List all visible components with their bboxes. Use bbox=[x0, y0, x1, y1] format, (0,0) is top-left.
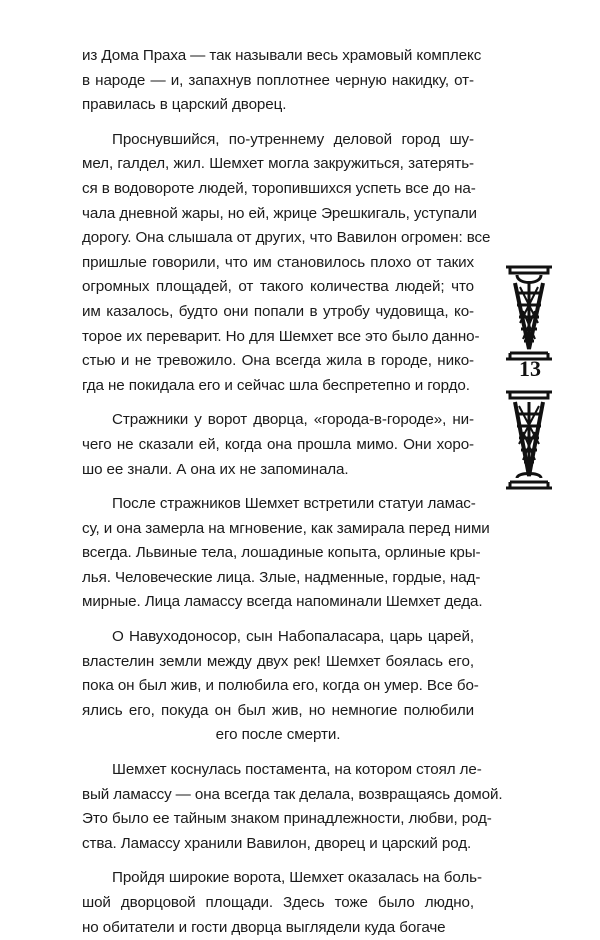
paragraph bbox=[82, 758, 503, 856]
paragraph bbox=[82, 492, 490, 615]
text-line: но обитатели и гости дворца выглядели куда богаче bbox=[82, 918, 446, 936]
text-line: из Дома Праха — так называли весь храмовый комплекс bbox=[82, 47, 482, 64]
text-line: Шемхет коснулась постамента, на котором стоял ле- bbox=[112, 761, 482, 779]
text-line: Стражники у ворот дворца, «города-в-городе», ни- bbox=[112, 411, 474, 429]
text-line: торое их переварит. Но для Шемхет все это было данно- bbox=[82, 327, 480, 345]
text-line: лья. Человеческие лица. Злые, надменные, гордые, над- bbox=[82, 568, 481, 586]
text-line: огромных площадей, от такого количества людей; что bbox=[82, 278, 474, 296]
text-line: пока он был жив, и полюбила его, когда он умер. Все бо- bbox=[82, 677, 479, 695]
ornament-bottom-icon bbox=[503, 388, 555, 493]
text-line: мирные. Лица ламассу всегда напоминали Шемхет деда. bbox=[82, 593, 483, 611]
text-line: су, и она замерла на мгновение, как замирала перед ними bbox=[82, 519, 490, 537]
text-line: мел, галдел, жил. Шемхет могла закружиться, затерять- bbox=[82, 155, 474, 173]
text-line: чего не сказали ей, когда она прошла мимо. Они хоро- bbox=[82, 435, 474, 453]
paragraph-gap bbox=[82, 482, 474, 492]
text-line: в народе — и, запахнув поплотнее черную накидку, от- bbox=[82, 71, 474, 89]
paragraph-gap bbox=[82, 398, 474, 408]
paragraph bbox=[82, 866, 482, 940]
text-line: После стражников Шемхет встретили статуи ламас- bbox=[112, 495, 476, 513]
text-line: ства. Ламассу хранили Вавилон, дворец и царский род. bbox=[82, 834, 472, 852]
page-text bbox=[82, 44, 503, 940]
text-line: вый ламассу — она всегда так делала, возвращаясь домой. bbox=[82, 785, 503, 803]
text-line: Пройдя широкие ворота, Шемхет оказалась на боль- bbox=[112, 869, 482, 887]
text-line: пришлые говорили, что им становилось плохо от таких bbox=[82, 253, 474, 271]
ornament-top-icon bbox=[503, 263, 555, 363]
text-line: всегда. Львиные тела, лошадиные копыта, орлиные кры- bbox=[82, 544, 481, 562]
paragraph bbox=[82, 128, 491, 399]
text-line: его после смерти. bbox=[215, 726, 341, 744]
text-line: властелин земли между двух рек! Шемхет боялась его, bbox=[82, 652, 474, 670]
text-line: дорогу. Она слышала от других, что Вавилон огромен: все bbox=[82, 229, 491, 247]
paragraph bbox=[82, 408, 474, 482]
text-line: правилась в царский дворец. bbox=[82, 96, 287, 114]
paragraph-gap bbox=[82, 118, 474, 128]
text-line: О Навуходоносор, сын Набопаласара, царь царей, bbox=[112, 628, 474, 646]
text-line: ялись его, покуда он был жив, но немногие полюбили bbox=[82, 701, 474, 719]
paragraph bbox=[82, 44, 482, 118]
text-line: ся в водовороте людей, торопившихся успеть все до на- bbox=[82, 179, 476, 197]
text-line: Это было ее тайным знаком принадлежности, любви, род- bbox=[82, 810, 492, 828]
paragraph-gap bbox=[82, 615, 474, 625]
text-line: чала дневной жары, но ей, жрице Эрешкигаль, уступали bbox=[82, 204, 477, 222]
text-line: Проснувшийся, по-утреннему деловой город шу- bbox=[112, 130, 474, 148]
text-line: шо ее знали. А она их не запоминала. bbox=[82, 460, 349, 478]
text-line: гда не покидала его и сейчас шла беспретепно и гордо. bbox=[82, 376, 470, 394]
text-line: шой дворцовой площади. Здесь тоже было людно, bbox=[82, 894, 474, 911]
paragraph-gap bbox=[82, 856, 474, 866]
text-line: им казалось, будто они попали в утробу чудовища, ко- bbox=[82, 302, 474, 320]
paragraph bbox=[82, 625, 479, 748]
page-number: 13 bbox=[519, 356, 541, 381]
text-line: стью и не тревожило. Она всегда жила в городе, нико- bbox=[82, 352, 474, 370]
